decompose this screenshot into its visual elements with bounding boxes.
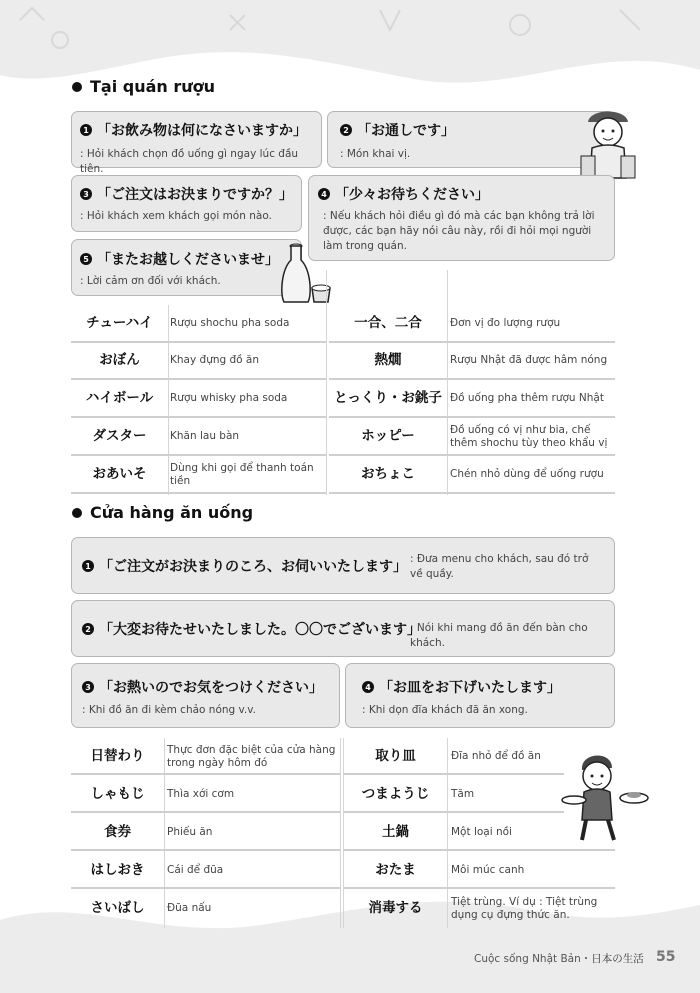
vocab-term: 取り皿: [375, 748, 416, 764]
vocab-meaning: Chén nhỏ dùng để uống rượu: [450, 468, 604, 480]
sake-bottle-icon: [276, 240, 336, 306]
vocab-term: 食券: [104, 824, 131, 840]
vocab-term: 消毒する: [368, 900, 423, 916]
vocab-meaning: Môi múc canh: [451, 864, 525, 876]
vocab-term: おぼん: [99, 352, 140, 368]
vocab-meaning: Cái để đũa: [167, 864, 224, 876]
vocab-term: ホッピー: [361, 428, 415, 444]
number-badge: 4: [362, 681, 374, 693]
vocab-term: 土鍋: [382, 824, 409, 840]
vocab-term: おあいそ: [92, 466, 147, 482]
table-divider: [340, 738, 341, 928]
vocab-meaning: Đĩa nhỏ để đồ ăn: [451, 750, 541, 762]
vocab-term: おたま: [375, 862, 416, 878]
number-badge: 1: [80, 124, 92, 136]
vocab-term: しゃもじ: [90, 786, 145, 802]
vocab-term: はしおき: [90, 862, 145, 878]
vocab-meaning: Đũa nấu: [167, 902, 212, 914]
vocab-term: つまようじ: [361, 786, 430, 802]
vocab-meaning: Dùng khi gọi để thanh toán tiền: [170, 461, 314, 487]
phrase-jp: 1 「ご注文がお決まりのころ、お伺いいたします」: [82, 556, 407, 576]
waiter-with-plates-icon: [560, 748, 652, 844]
footer-title: Cuộc sống Nhật Bản・日本の生活: [474, 953, 644, 965]
number-badge: 2: [82, 623, 94, 635]
phrase-jp: 2 「大変お待たせいたしました。〇〇でございます」: [82, 619, 421, 639]
number-badge: 3: [82, 681, 94, 693]
bullet-icon: [72, 508, 82, 518]
phrase-desc: : Hỏi khách chọn đồ uống gì ngay lúc đầu tiên.: [80, 148, 299, 175]
vocab-term: 日替わり: [90, 748, 145, 764]
number-badge: 3: [80, 188, 92, 200]
vocab-meaning: Rượu shochu pha soda: [170, 317, 290, 329]
vocab-term: 一合、二合: [354, 315, 422, 331]
phrase-jp: 3 「お熱いのでお気をつけください」: [82, 677, 323, 697]
phrase-desc: : Khi dọn đĩa khách đã ăn xong.: [362, 704, 528, 716]
vocab-term: おちょこ: [361, 466, 415, 482]
vocab-term: 熱燗: [374, 352, 402, 368]
vocab-meaning: Thực đơn đặc biệt của cửa hàng trong ngày hôm đó: [167, 743, 336, 769]
vocab-meaning: Rượu Nhật đã được hâm nóng: [450, 354, 608, 366]
vocab-term: さいばし: [90, 900, 145, 916]
vocab-term: ダスター: [92, 428, 147, 444]
vocab-meaning: Khăn lau bàn: [170, 430, 240, 442]
vocab-meaning: Khay đựng đồ ăn: [170, 354, 260, 366]
number-badge: 1: [82, 560, 94, 572]
phrase-desc: : Khi đồ ăn đi kèm chảo nóng v.v.: [82, 704, 257, 716]
page-number: 55: [656, 949, 676, 965]
number-badge: 5: [80, 253, 92, 265]
vocab-meaning: Đồ uống có vị như bia, chế thêm shochu tùy theo khẩu vị: [450, 423, 608, 449]
section-title-restaurant: Cửa hàng ăn uống: [72, 503, 253, 522]
phrase-jp: 4 「お皿をお下げいたします」: [362, 677, 561, 697]
phrase-desc: : Đưa menu cho khách, sau đó trở về quầy.: [410, 553, 589, 580]
vocab-term: チューハイ: [86, 315, 153, 331]
phrase-desc: : Nói khi mang đồ ăn đến bàn cho khách.: [410, 622, 588, 649]
vocab-meaning: Đồ uống pha thêm rượu Nhật: [450, 392, 604, 404]
vocab-term: ハイボール: [85, 390, 154, 406]
vocab-term: とっくり・お銚子: [334, 390, 442, 406]
phrase-jp: 1 「お飲み物は何になさいますか」: [80, 120, 307, 140]
number-badge: 4: [318, 188, 330, 200]
vocab-meaning: Rượu whisky pha soda: [170, 392, 288, 404]
vocab-meaning: Thìa xới cơm: [167, 788, 235, 800]
phrase-desc: : Hỏi khách xem khách gọi món nào.: [80, 210, 272, 222]
waiter-with-beer-icon: [578, 104, 638, 184]
number-badge: 2: [340, 124, 352, 136]
vocab-meaning: Tăm: [451, 788, 475, 800]
phrase-jp: 4 「少々お待ちください」: [318, 184, 489, 204]
table-divider: [326, 270, 327, 495]
phrase-jp: 2 「お通しです」: [340, 120, 455, 140]
phrase-desc: : Nếu khách hỏi điều gì đó mà các bạn không trả lời được, các bạn hãy nói câu này, rồi đi hỏi mọi người làm trong quán.: [323, 210, 595, 252]
section-title-bar: Tại quán rượu: [72, 77, 215, 96]
phrase-jp: 3 「ご注文はお決まりですか？」: [80, 184, 293, 204]
vocab-meaning: Phiếu ăn: [167, 826, 213, 838]
phrase-desc: : Món khai vị.: [340, 148, 411, 160]
vocab-meaning: Một loại nồi: [451, 826, 512, 838]
vocab-meaning: Đơn vị đo lượng rượu: [450, 317, 561, 329]
vocab-meaning: Tiệt trùng. Ví dụ : Tiệt trùng dụng cụ đựng thức ăn.: [451, 895, 598, 921]
phrase-desc: : Lời cảm ơn đối với khách.: [80, 275, 221, 287]
phrase-jp: 5 「またお越しくださいませ」: [80, 249, 279, 269]
bullet-icon: [72, 82, 82, 92]
